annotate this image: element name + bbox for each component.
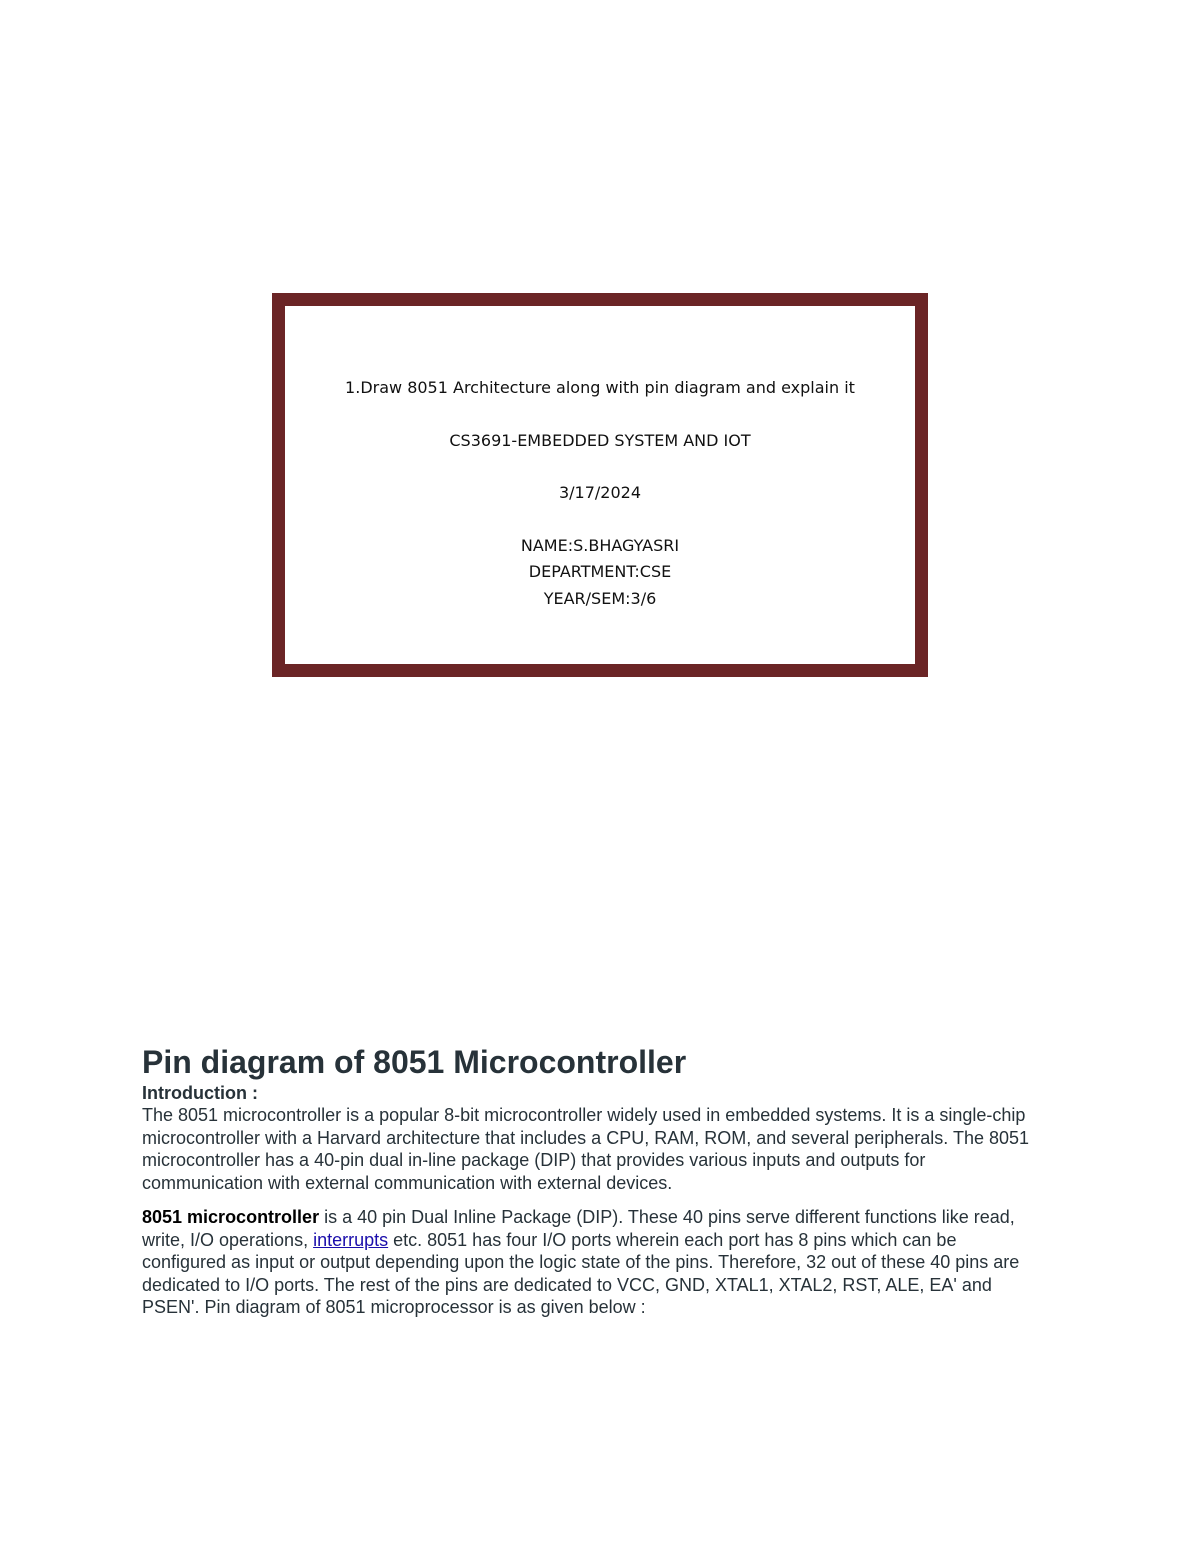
paragraph-bold-term: 8051 microcontroller (142, 1207, 320, 1227)
paragraph-text-part-1: is a 40 pin Dual Inline Package (DIP). These 40 pins serve different functions like read, write, I/O operations, (142, 1207, 1015, 1250)
cover-date: 3/17/2024 (558, 483, 642, 502)
cover-name: NAME:S.BHAGYASRI (520, 536, 680, 555)
cover-course: CS3691-EMBEDDED SYSTEM AND IOT (449, 431, 751, 450)
cover-year-sem: YEAR/SEM:3/6 (543, 589, 657, 608)
cover-department: DEPARTMENT:CSE (528, 562, 672, 581)
section-subheading: Introduction : (142, 1083, 258, 1103)
page-title: Pin diagram of 8051 Microcontroller (142, 1044, 687, 1080)
paragraph-text-part-2: etc. 8051 has four I/O ports wherein each port has 8 pins which can be configured as input or output depending upon the logic state of the pins. Therefore, 32 out of these 40 pins are dedicated to I/O ports. The rest of the pins are dedicated to VCC, GND, XTAL1, XTAL2, RST, ALE, EA' and PSEN'. Pin diagram of 8051 microprocessor is as given below : (142, 1229, 1020, 1318)
pins-paragraph (142, 1206, 1042, 1319)
intro-paragraph: The 8051 microcontroller is a popular 8-bit microcontroller widely used in embedded systems. It is a single-chip microcontroller with a Harvard architecture that includes a CPU, RAM, ROM, and several peripherals. The 8051 microcontroller has a 40-pin dual in-line package (DIP) that provides various inputs and outputs for communication with external communication with external devices. (142, 1105, 1030, 1193)
cover-box (272, 293, 928, 677)
cover-question: 1.Draw 8051 Architecture along with pin diagram and explain it (345, 378, 855, 397)
interrupts-link[interactable]: interrupts (313, 1229, 389, 1250)
